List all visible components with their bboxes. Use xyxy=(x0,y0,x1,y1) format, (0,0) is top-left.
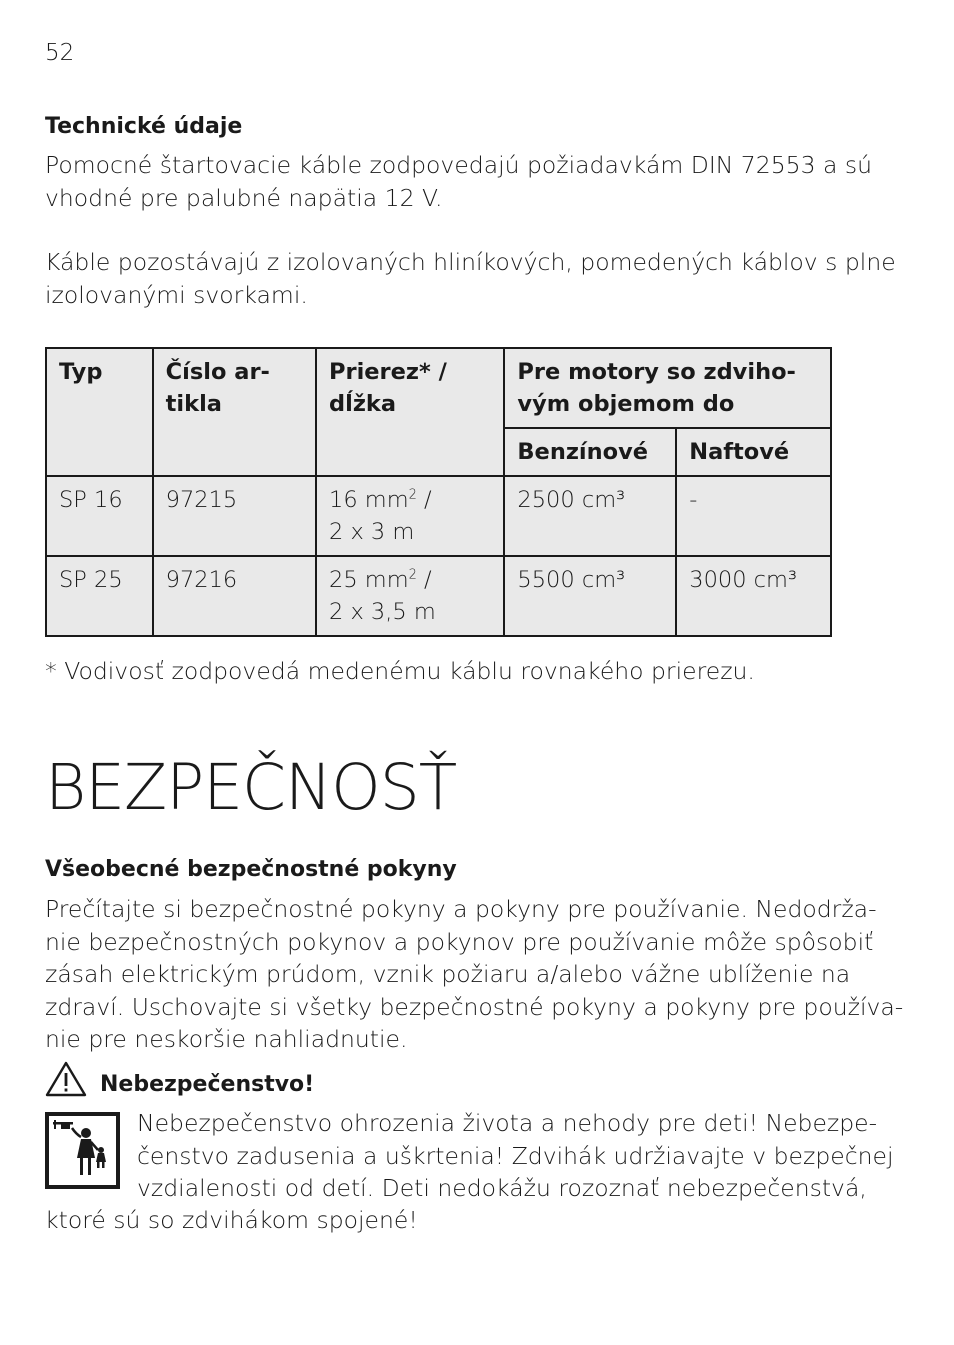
warning-triangle-icon xyxy=(44,1060,88,1098)
cell-cislo: 97216 xyxy=(153,556,316,636)
text-line: izolovanými svorkami. xyxy=(45,280,308,309)
cell-benzin: 2500 cm³ xyxy=(504,476,676,556)
tech-heading: Technické údaje xyxy=(45,114,243,139)
cell-typ: SP 25 xyxy=(46,556,153,636)
table-header-row xyxy=(46,348,831,428)
header-benzin: Benzínové xyxy=(504,428,676,476)
cell-cislo: 97215 xyxy=(153,476,316,556)
cell-nafta: 3000 cm³ xyxy=(676,556,831,636)
child-danger-icon xyxy=(45,1112,120,1189)
table-row xyxy=(46,556,831,636)
tech-paragraph-2 xyxy=(45,246,896,311)
text-line: Prečítajte si bezpečnostné pokyny a pokyny pre používanie. Nedodrža- xyxy=(45,895,877,923)
cell-typ: SP 16 xyxy=(46,476,153,556)
safety-heading: Všeobecné bezpečnostné pokyny xyxy=(45,857,457,882)
text-line: nie pre neskoršie nahliadnutie. xyxy=(45,1025,408,1053)
text-line: Nebezpečenstvo ohrozenia života a nehody pre deti! Nebezpe- xyxy=(137,1109,878,1137)
header-typ: Typ xyxy=(46,348,153,476)
text-line: čenstvo zadusenia a uškrtenia! Zdvihák udržiavajte v bezpečnej xyxy=(137,1141,894,1170)
danger-paragraph-end: ktoré sú so zdvihákom spojené! xyxy=(45,1206,418,1234)
page-number: 52 xyxy=(45,40,75,66)
cell-prierez: 16 $mm^2$ / 2 x 3 m xyxy=(316,476,504,556)
danger-paragraph xyxy=(137,1107,894,1205)
spec-table xyxy=(45,347,832,637)
header-motory: Pre motory so zdviho- vým objemom do xyxy=(504,348,831,428)
danger-heading: Nebezpečenstvo! xyxy=(100,1072,315,1097)
section-title: BEZPEČNOSŤ xyxy=(45,751,457,824)
header-cislo: Číslo ar- tikla xyxy=(153,348,316,476)
cell-nafta: - xyxy=(676,476,831,556)
header-nafta: Naftové xyxy=(676,428,831,476)
text-line: zdraví. Uschovajte si všetky bezpečnostné pokyny a pokyny pre používa- xyxy=(45,992,904,1021)
table-row xyxy=(46,476,831,556)
footnote: * Vodivosť zodpovedá medenému káblu rovnakého prierezu. xyxy=(45,657,755,685)
cell-benzin: 5500 cm³ xyxy=(504,556,676,636)
tech-paragraph-1 xyxy=(45,149,875,214)
text-line: vzdialenosti od detí. Deti nedokážu rozoznať nebezpečenstvá, xyxy=(137,1174,867,1202)
safety-paragraph xyxy=(45,893,904,1056)
text-line: Káble pozostávajú z izolovaných hliníkových, pomedených káblov s plne xyxy=(45,248,896,276)
text-line: vhodné pre palubné napätia 12 V. xyxy=(45,183,443,212)
text-line: nie bezpečnostných pokynov a pokynov pre používanie môže spôsobiť xyxy=(45,927,874,956)
text-line: zásah elektrickým prúdom, vznik požiaru a/alebo vážne ublíženie na xyxy=(45,960,851,988)
text-line: Pomocné štartovacie káble zodpovedajú požiadavkám DIN 72553 a sú xyxy=(45,151,873,179)
cell-prierez: 25 $mm^2$ / 2 x 3,5 m xyxy=(316,556,504,636)
header-prierez: Prierez* / dĺžka xyxy=(316,348,504,476)
